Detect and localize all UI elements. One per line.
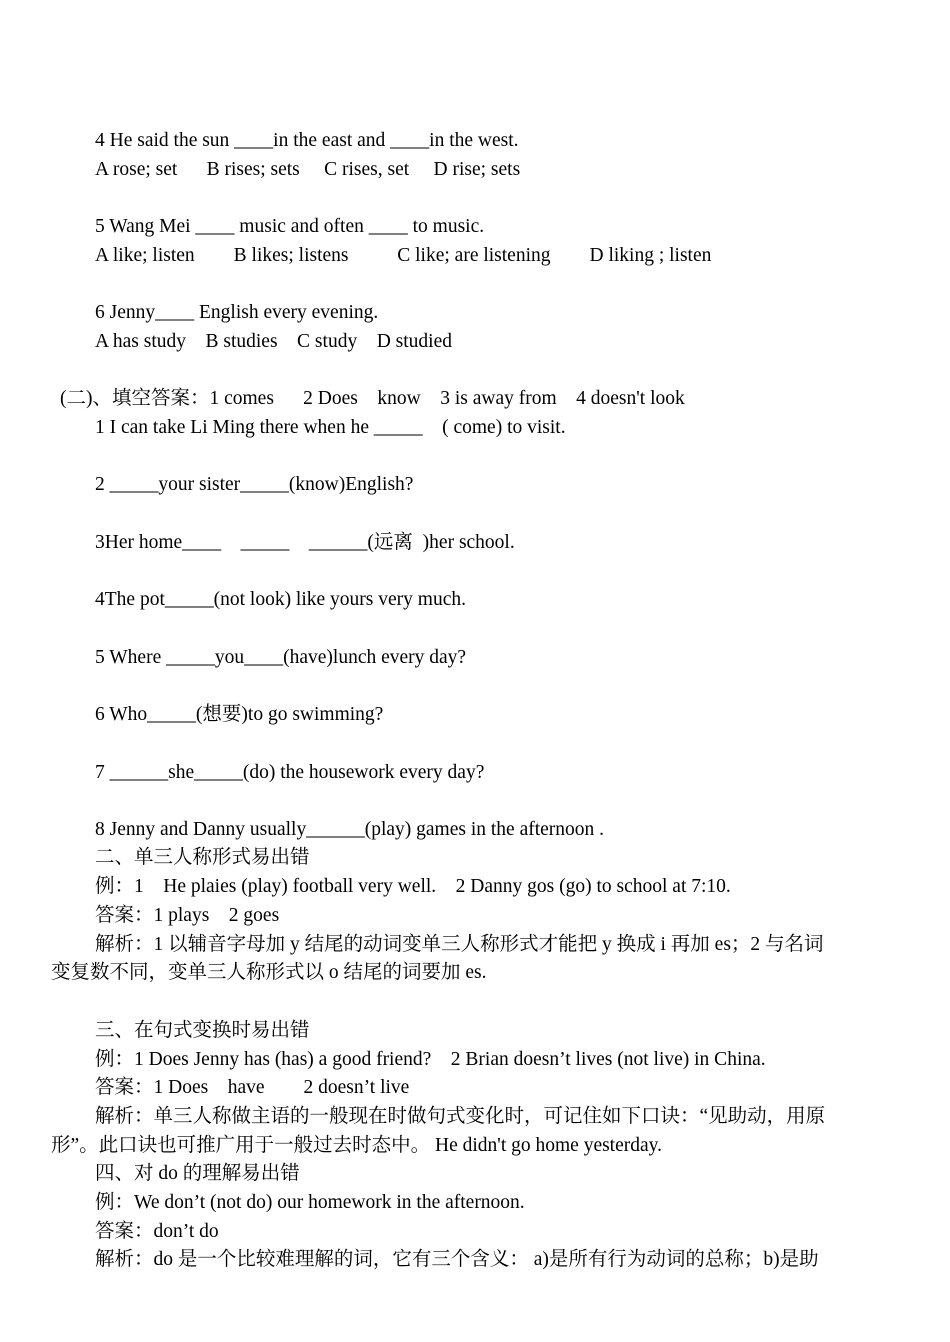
section-3-title: 三、在句式变换时易出错 [95,1020,310,1041]
section-3-example: 例：1 Does Jenny has (has) a good friend? 2 Brian doesn’t lives (not live) in China. [95,1049,766,1070]
question-4-stem: 4 He said the sun ____in the east and ____in the west. [95,130,519,151]
section-2-answer: 答案：1 plays 2 goes [95,905,280,926]
section-3-analysis-line-1: 解析：单三人称做主语的一般现在时做句式变化时，可记住如下口诀：“见助动，用原 [95,1106,826,1127]
fill-item-5: 5 Where _____you____(have)lunch every day? [95,647,467,668]
section-4-analysis-line-1: 解析：do 是一个比较难理解的词，它有三个含义： a)是所有行为动词的总称；b)是助 [95,1249,819,1270]
fill-item-6: 6 Who_____(想要)to go swimming? [95,704,384,725]
section-2-analysis-line-2: 变复数不同，变单三人称形式以 o 结尾的词要加 es. [51,962,487,983]
section-3-analysis-line-2: 形”。此口诀也可推广用于一般过去时态中。 He didn't go home yesterday. [51,1135,663,1156]
section-2-title: 二、单三人称形式易出错 [95,847,310,868]
fill-item-1: 1 I can take Li Ming there when he _____ ( come) to visit. [95,417,566,438]
question-6-options: A has study B studies C study D studied [95,331,452,352]
section-4-example: 例：We don’t (not do) our homework in the afternoon. [95,1192,525,1213]
question-6-stem: 6 Jenny____ English every evening. [95,302,379,323]
section-4-title: 四、对 do 的理解易出错 [95,1163,300,1184]
fill-item-4: 4The pot_____(not look) like yours very much. [95,589,466,610]
fill-item-3: 3Her home____ _____ ______(远离 )her school. [95,532,515,553]
question-5-stem: 5 Wang Mei ____ music and often ____ to music. [95,216,485,237]
section-2-analysis-line-1: 解析：1 以辅音字母加 y 结尾的动词变单三人称形式才能把 y 换成 i 再加 es；2 与名词 [95,934,824,955]
fill-item-8: 8 Jenny and Danny usually______(play) games in the afternoon . [95,819,605,840]
question-5-options: A like; listen B likes; listens C like; are listening D liking ; listen [95,245,712,266]
fill-item-2: 2 _____your sister_____(know)English? [95,474,414,495]
fill-item-7: 7 ______she_____(do) the housework every day? [95,762,485,783]
section-2-example: 例：1 He plaies (play) football very well. 2 Danny gos (go) to school at 7:10. [95,876,731,897]
fill-in-answer-header: (二)、填空答案：1 comes 2 Does know 3 is away from 4 doesn't look [60,388,685,409]
question-4-options: A rose; set B rises; sets C rises, set D rise; sets [95,159,521,180]
section-3-answer: 答案：1 Does have 2 doesn’t live [95,1077,410,1098]
section-4-answer: 答案：don’t do [95,1221,219,1242]
